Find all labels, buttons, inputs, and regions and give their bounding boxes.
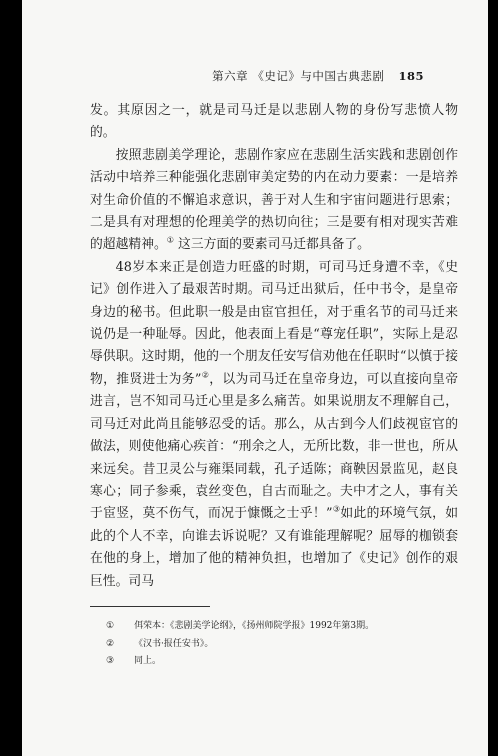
footnote	[106, 636, 466, 654]
footnote	[106, 653, 466, 671]
footnote-text: 《汉书·报任安书》。	[134, 638, 214, 649]
footnote-mark: ②	[106, 638, 115, 649]
footnotes	[106, 618, 466, 671]
page-number: 185	[398, 69, 424, 83]
paragraph-text: ，以为司马迁在皇帝身边，可以直接向皇帝进言，岂不知司马迁心里是多么痛苦。如果说朋友不理解自己，司马迁对此尚且能够忍受的话。那么，从古到今人们歧视宦官的做法，则使他痛心疾首：“刑余之人，无所比数，非一世也，所从来远矣。昔卫灵公与雍渠同载，孔子适陈；商鞅因景监见，赵良寒心；同子参乘，袁丝变色，自古而耻之。夫中才之人，事有关于宦竖，莫不伤气，而况于慷慨之士乎！”	[90, 371, 459, 522]
paragraph-text: 48岁本来正是创造力旺盛的时期，可司马迁身遭不幸，《史记》创作进入了最艰苦时期。司马迁出狱后，任中书令，是皇帝身边的秘书。但此职一般是由宦官担任，对于重名节的司马迁来说仍是一种耻辱。因此，他表面上看是“尊宠任职”，实际上是忍辱供职。这时期，他的一个朋友任安写信劝他在任职时“以慎于接物，推贤进士为务”	[90, 259, 458, 387]
paragraph	[90, 257, 458, 593]
footnote-ref: ①	[166, 236, 174, 246]
footnote-ref: ③	[332, 505, 341, 515]
footnote-mark: ①	[106, 621, 115, 631]
footnote-ref: ②	[201, 370, 210, 380]
paragraph-text: 如此的环境气氛，如此的个人不幸，向谁去诉说呢？又有谁能理解呢？屈辱的枷锁套在他的身上，增加了他的精神负担，也增加了《史记》创作的艰巨性。司马	[90, 506, 459, 589]
book-page	[22, 0, 488, 756]
footnote-text: 同上。	[134, 656, 162, 666]
paragraph-text: 发。其原因之一，就是司马迁是以悲剧人物的身份写悲愤人物的。	[90, 103, 458, 141]
paragraph	[90, 145, 458, 257]
chapter-title: 第六章 《史记》与中国古典悲剧	[212, 69, 385, 83]
footnote	[106, 618, 466, 636]
running-header	[212, 68, 424, 84]
paragraph-text: 这三方面的要素司马迁都具备了。	[173, 237, 370, 253]
body-text	[90, 100, 458, 593]
paragraph-text: 按照悲剧美学理论，悲剧作家应在悲剧生活实践和悲剧创作活动中培养三种能强化悲剧审美定势的内在动力要素：一是培养对生命价值的不懈追求意识，善于对人生和宇宙问题进行思索；二是具有对理想的伦理美学的热切向往；三是要有相对现实苦难的超越精神。	[90, 147, 458, 253]
paragraph	[90, 100, 458, 145]
footnote-mark: ③	[106, 656, 115, 666]
footnote-text: 佴荣本：《悲剧美学论纲》，《扬州师院学报》1992年第3期。	[134, 621, 375, 631]
footnote-separator	[90, 606, 210, 607]
